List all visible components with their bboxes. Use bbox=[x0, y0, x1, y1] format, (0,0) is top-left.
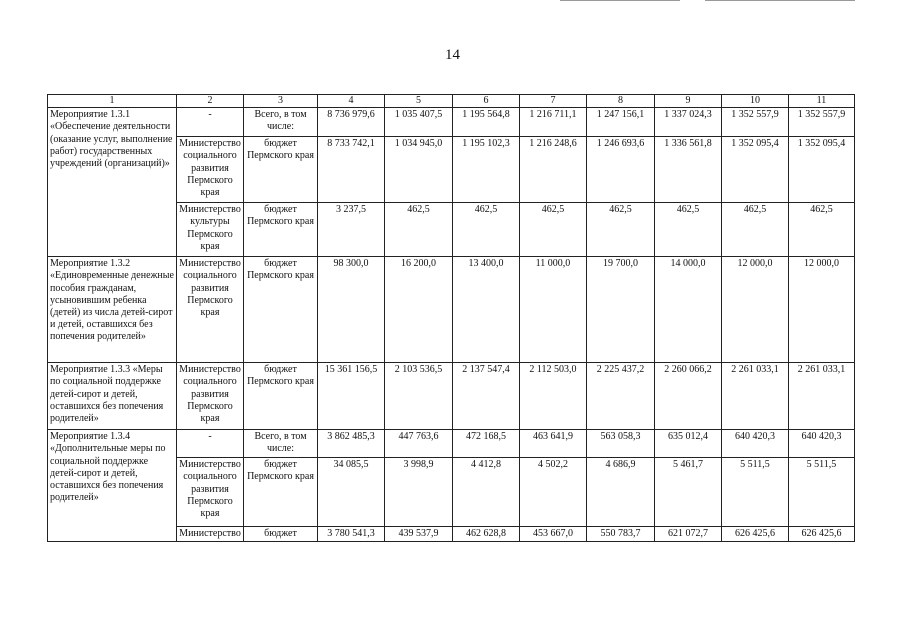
value-cell: 462,5 bbox=[789, 203, 855, 257]
value-cell: 13 400,0 bbox=[453, 257, 520, 363]
value-cell: 1 216 711,1 bbox=[520, 108, 587, 137]
executor-cell: Министерство bbox=[177, 527, 244, 542]
table-row bbox=[48, 108, 855, 137]
measure-name: Мероприятие 1.3.2 «Единовременные денежные пособия гражданам, усыновившим ребенка (детей) из числа детей-сирот и детей, оставшихся без попечения родителей» bbox=[48, 257, 177, 363]
value-cell: 5 461,7 bbox=[655, 458, 722, 527]
header-cell: 7 bbox=[520, 95, 587, 108]
source-cell: бюджет Пермского края bbox=[244, 363, 318, 430]
value-cell: 1 352 095,4 bbox=[722, 137, 789, 203]
value-cell: 462,5 bbox=[520, 203, 587, 257]
table-row bbox=[48, 257, 855, 363]
executor-cell: Министерство социального развития Пермского края bbox=[177, 137, 244, 203]
executor-cell: Министерство культуры Пермского края bbox=[177, 203, 244, 257]
measure-name: Мероприятие 1.3.4 «Дополнительные меры по социальной поддержке детей-сирот и детей, оставшихся без попечения родителей» bbox=[48, 430, 177, 542]
value-cell: 462,5 bbox=[587, 203, 655, 257]
value-cell: 2 261 033,1 bbox=[789, 363, 855, 430]
value-cell: 5 511,5 bbox=[789, 458, 855, 527]
value-cell: 453 667,0 bbox=[520, 527, 587, 542]
value-cell: 15 361 156,5 bbox=[318, 363, 385, 430]
value-cell: 1 352 557,9 bbox=[789, 108, 855, 137]
executor-cell: - bbox=[177, 430, 244, 458]
value-cell: 8 733 742,1 bbox=[318, 137, 385, 203]
value-cell: 1 034 945,0 bbox=[385, 137, 453, 203]
source-cell: бюджет Пермского края bbox=[244, 257, 318, 363]
value-cell: 1 352 095,4 bbox=[789, 137, 855, 203]
value-cell: 1 352 557,9 bbox=[722, 108, 789, 137]
value-cell: 462,5 bbox=[385, 203, 453, 257]
value-cell: 1 337 024,3 bbox=[655, 108, 722, 137]
value-cell: 11 000,0 bbox=[520, 257, 587, 363]
header-cell: 3 bbox=[244, 95, 318, 108]
value-cell: 640 420,3 bbox=[722, 430, 789, 458]
source-cell: Всего, в том числе: bbox=[244, 108, 318, 137]
value-cell: 3 998,9 bbox=[385, 458, 453, 527]
value-cell: 12 000,0 bbox=[789, 257, 855, 363]
value-cell: 462 628,8 bbox=[453, 527, 520, 542]
value-cell: 8 736 979,6 bbox=[318, 108, 385, 137]
executor-cell: Министерство социального развития Пермского края bbox=[177, 363, 244, 430]
table-row bbox=[48, 363, 855, 430]
value-cell: 12 000,0 bbox=[722, 257, 789, 363]
value-cell: 462,5 bbox=[655, 203, 722, 257]
source-cell: бюджет bbox=[244, 527, 318, 542]
value-cell: 626 425,6 bbox=[722, 527, 789, 542]
value-cell: 2 260 066,2 bbox=[655, 363, 722, 430]
source-cell: Всего, в том числе: bbox=[244, 430, 318, 458]
value-cell: 16 200,0 bbox=[385, 257, 453, 363]
value-cell: 1 195 564,8 bbox=[453, 108, 520, 137]
value-cell: 2 261 033,1 bbox=[722, 363, 789, 430]
value-cell: 1 216 248,6 bbox=[520, 137, 587, 203]
value-cell: 621 072,7 bbox=[655, 527, 722, 542]
page-number: 14 bbox=[445, 47, 460, 63]
value-cell: 2 103 536,5 bbox=[385, 363, 453, 430]
value-cell: 3 862 485,3 bbox=[318, 430, 385, 458]
header-cell: 1 bbox=[48, 95, 177, 108]
value-cell: 1 336 561,8 bbox=[655, 137, 722, 203]
value-cell: 462,5 bbox=[453, 203, 520, 257]
value-cell: 2 137 547,4 bbox=[453, 363, 520, 430]
value-cell: 98 300,0 bbox=[318, 257, 385, 363]
value-cell: 2 225 437,2 bbox=[587, 363, 655, 430]
value-cell: 472 168,5 bbox=[453, 430, 520, 458]
value-cell: 1 246 693,6 bbox=[587, 137, 655, 203]
value-cell: 439 537,9 bbox=[385, 527, 453, 542]
header-cell: 6 bbox=[453, 95, 520, 108]
value-cell: 550 783,7 bbox=[587, 527, 655, 542]
header-cell: 10 bbox=[722, 95, 789, 108]
value-cell: 1 195 102,3 bbox=[453, 137, 520, 203]
header-cell: 2 bbox=[177, 95, 244, 108]
top-rule-right bbox=[705, 0, 855, 1]
value-cell: 563 058,3 bbox=[587, 430, 655, 458]
header-cell: 11 bbox=[789, 95, 855, 108]
value-cell: 626 425,6 bbox=[789, 527, 855, 542]
header-cell: 5 bbox=[385, 95, 453, 108]
value-cell: 19 700,0 bbox=[587, 257, 655, 363]
value-cell: 447 763,6 bbox=[385, 430, 453, 458]
source-cell: бюджет Пермского края bbox=[244, 137, 318, 203]
value-cell: 640 420,3 bbox=[789, 430, 855, 458]
executor-cell: Министерство социального развития Пермского края bbox=[177, 257, 244, 363]
value-cell: 462,5 bbox=[722, 203, 789, 257]
budget-table bbox=[47, 94, 855, 542]
header-cell: 4 bbox=[318, 95, 385, 108]
value-cell: 2 112 503,0 bbox=[520, 363, 587, 430]
measure-name: Мероприятие 1.3.3 «Меры по социальной поддержке детей-сирот и детей, оставшихся без попечения родителей» bbox=[48, 363, 177, 430]
value-cell: 34 085,5 bbox=[318, 458, 385, 527]
table-row bbox=[48, 430, 855, 458]
executor-cell: Министерство социального развития Пермского края bbox=[177, 458, 244, 527]
header-cell: 8 bbox=[587, 95, 655, 108]
executor-cell: - bbox=[177, 108, 244, 137]
value-cell: 635 012,4 bbox=[655, 430, 722, 458]
value-cell: 4 502,2 bbox=[520, 458, 587, 527]
value-cell: 4 686,9 bbox=[587, 458, 655, 527]
source-cell: бюджет Пермского края bbox=[244, 203, 318, 257]
header-row bbox=[48, 95, 855, 108]
top-rule-left bbox=[560, 0, 680, 1]
source-cell: бюджет Пермского края bbox=[244, 458, 318, 527]
value-cell: 3 237,5 bbox=[318, 203, 385, 257]
value-cell: 3 780 541,3 bbox=[318, 527, 385, 542]
value-cell: 1 247 156,1 bbox=[587, 108, 655, 137]
value-cell: 463 641,9 bbox=[520, 430, 587, 458]
measure-name: Мероприятие 1.3.1 «Обеспечение деятельности (оказание услуг, выполнение работ) государственных учреждений (организаций)» bbox=[48, 108, 177, 257]
value-cell: 1 035 407,5 bbox=[385, 108, 453, 137]
value-cell: 4 412,8 bbox=[453, 458, 520, 527]
value-cell: 14 000,0 bbox=[655, 257, 722, 363]
header-cell: 9 bbox=[655, 95, 722, 108]
value-cell: 5 511,5 bbox=[722, 458, 789, 527]
